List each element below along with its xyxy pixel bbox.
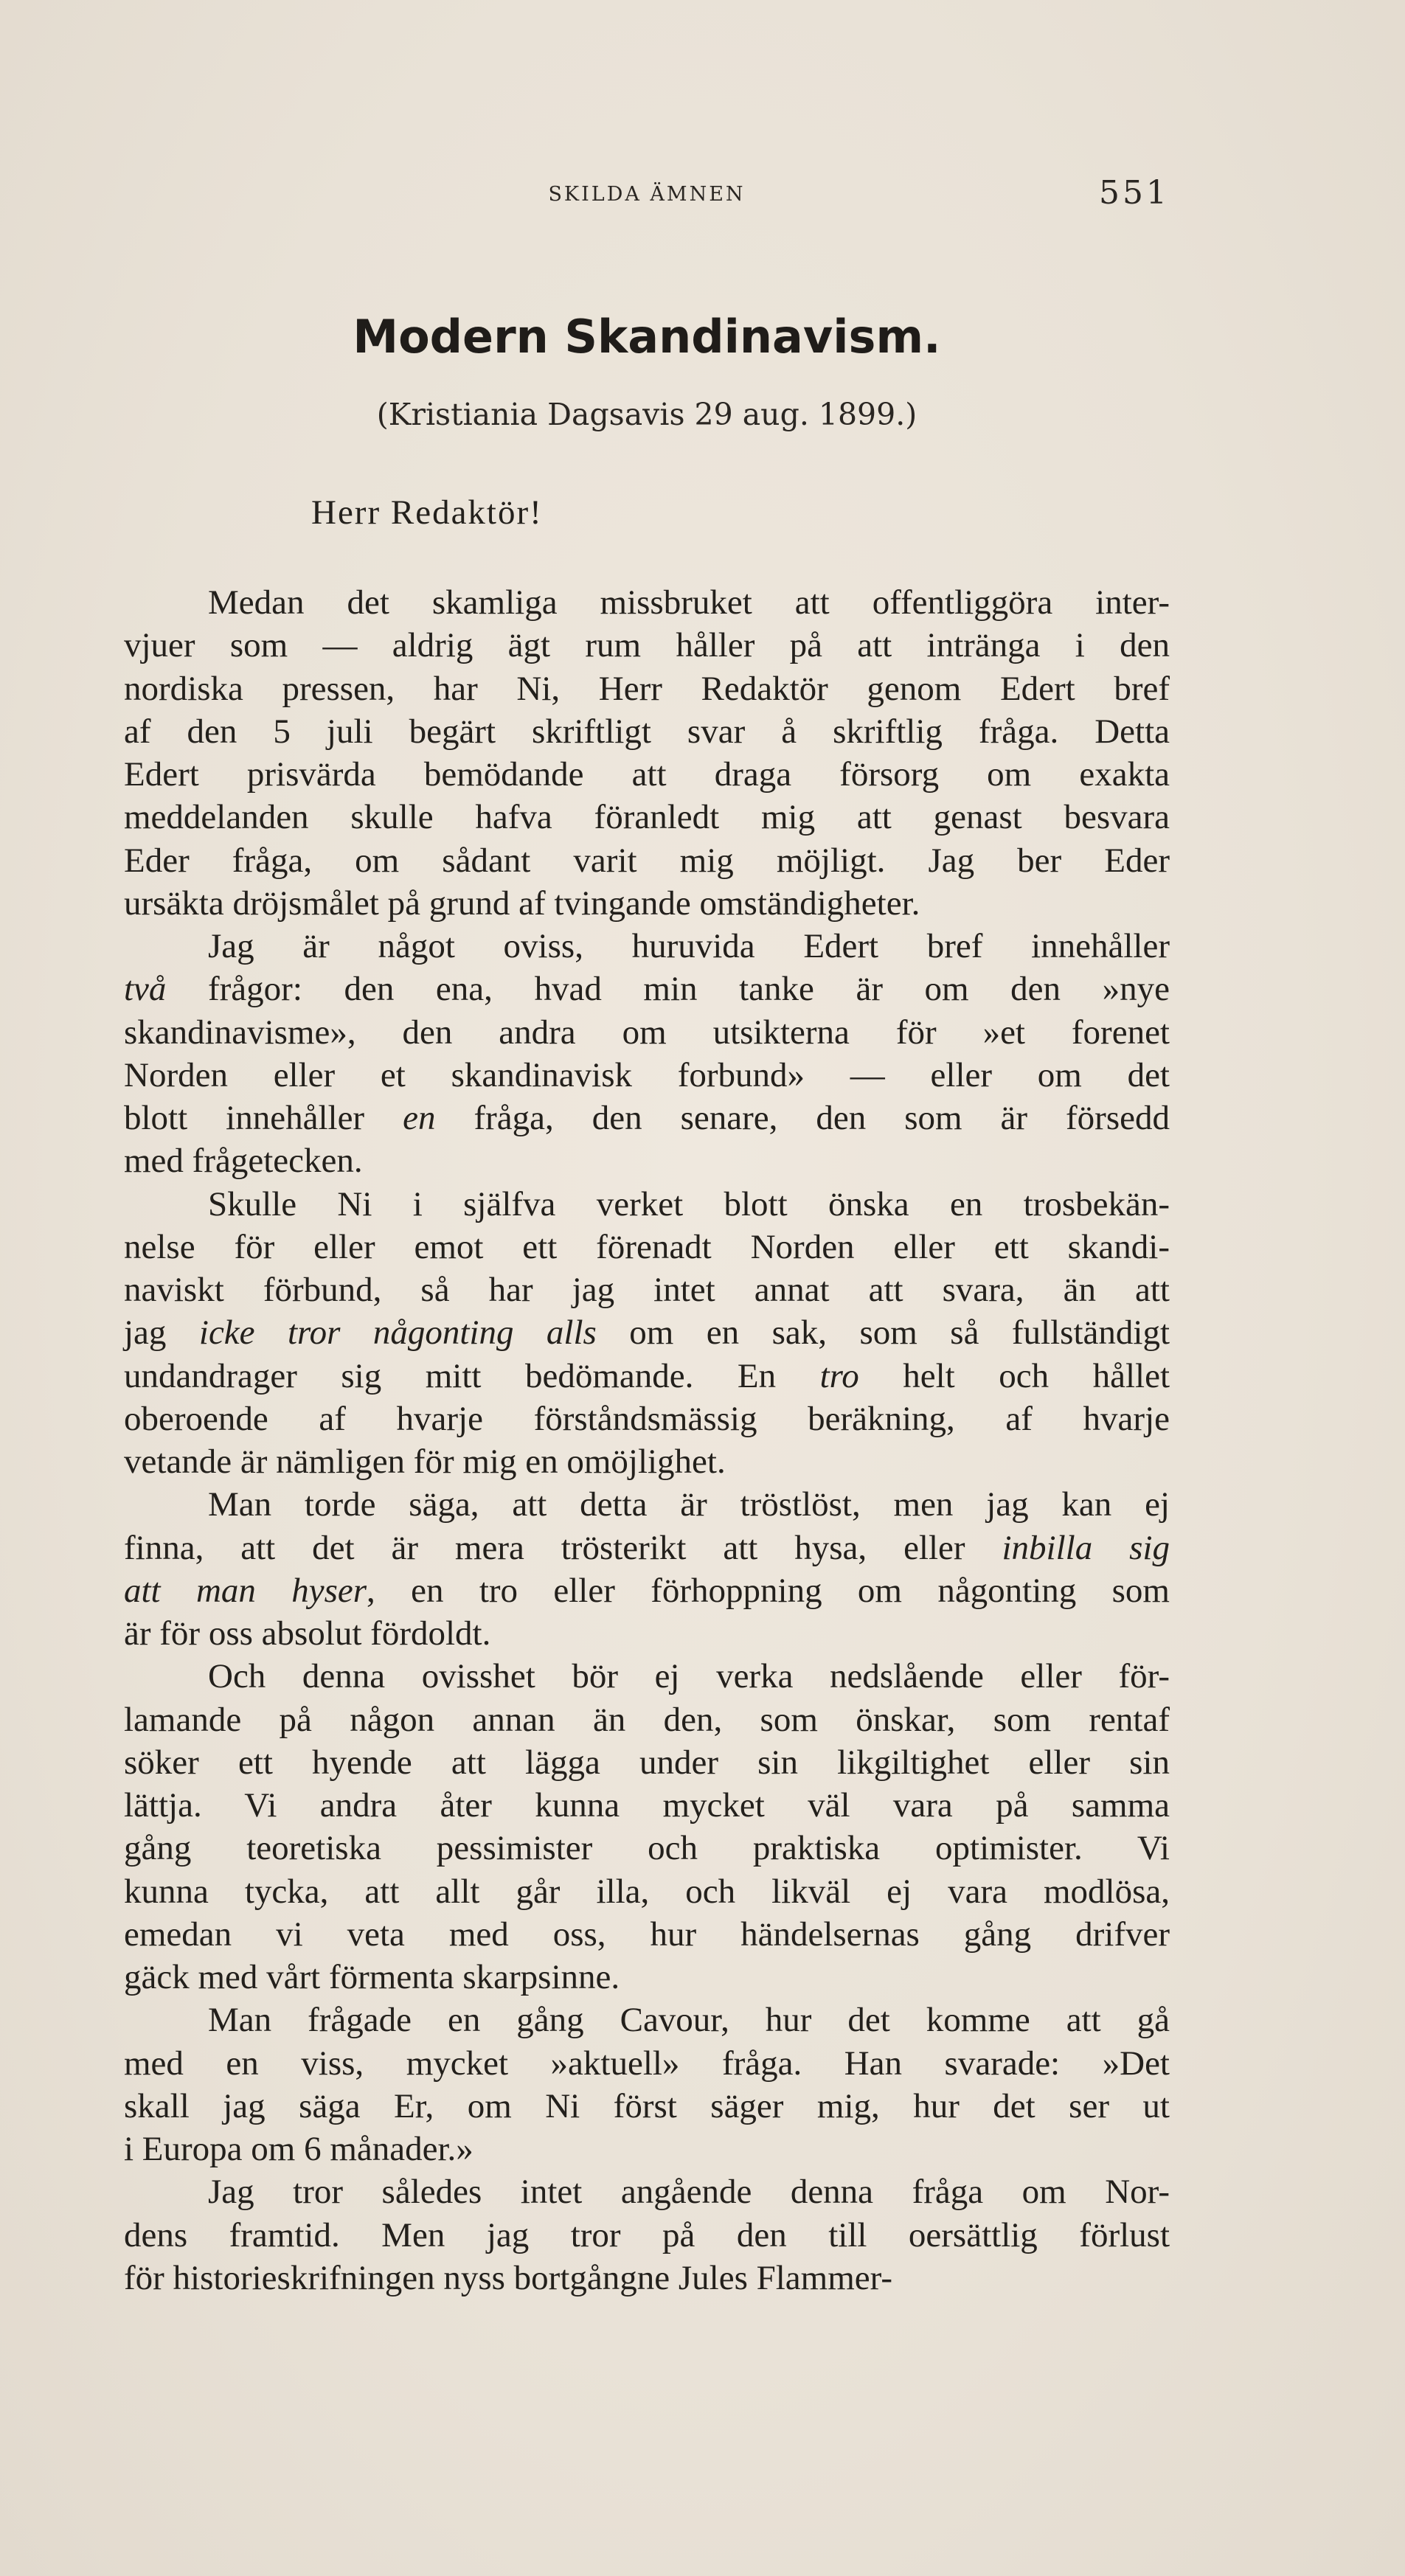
text-segment: nelse för eller emot ett förenadt Norden eller ett skandi- [124,1227,1170,1266]
text-segment: med frågetecken. [124,1142,363,1181]
text-line [124,1011,1170,1054]
italic-text: en [403,1099,436,1137]
text-line [124,624,1170,667]
text-line [124,667,1170,710]
text-segment: , en tro eller förhoppning om någonting som [367,1571,1170,1610]
text-line [124,1398,1170,1440]
text-line [124,2042,1170,2085]
text-segment: ursäkta dröjsmålet på grund af tvingande omständigheter. [124,883,920,923]
text-line [124,1311,1170,1354]
text-line [124,1268,1170,1311]
source-line: (Kristiania Dagsavis 29 aug. 1899.) [376,397,917,432]
text-line [124,1527,1170,1569]
text-segment: Jag är något oviss, huruvida Edert bref innehåller [208,927,1170,965]
letter-body [124,581,1170,2299]
text-segment: om en sak, som så fullständigt [596,1313,1170,1353]
text-segment: gäck med vårt förmenta skarpsinne. [124,1958,620,1996]
text-line [124,710,1170,753]
text-line [124,1999,1170,2041]
text-line [124,2257,1170,2299]
text-segment: lättja. Vi andra åter kunna mycket väl vara på samma [124,1786,1170,1825]
text-segment: gång teoretiska pessimister och praktiska optimister. Vi [124,1829,1170,1868]
text-line [124,1139,1170,1182]
italic-text: att man hyser [124,1571,367,1610]
text-line [124,1784,1170,1827]
italic-text: två [124,970,167,1009]
text-segment: Man frågade en gång Cavour, hur det komme att gå [208,2001,1170,2040]
text-segment: blott innehåller [124,1099,403,1137]
text-segment: frågor: den ena, hvad min tanke är om den »nye [166,970,1170,1009]
text-segment: söker ett hyende att lägga under sin likgiltighet eller sin [124,1743,1170,1782]
text-line [124,1741,1170,1784]
text-segment: med en viss, mycket »aktuell» fråga. Han svarade: »Det [124,2044,1170,2083]
running-head [124,174,1170,211]
text-segment: Man torde säga, att detta är tröstlöst, men jag kan ej [208,1485,1170,1524]
text-line [124,1870,1170,1913]
text-line [124,2128,1170,2170]
italic-text: inbilla sig [1002,1528,1170,1567]
text-line [124,1612,1170,1655]
text-segment: Edert prisvärda bemödande att draga försorg om exakta [124,755,1170,794]
page-number: 551 [1099,174,1170,212]
text-line [124,925,1170,968]
text-segment: naviskt förbund, så har jag intet annat att svara, än att [124,1271,1170,1309]
text-segment: af den 5 juli begärt skriftligt svar å skriftlig fråga. Detta [124,712,1170,751]
text-line [124,839,1170,882]
text-line [124,1054,1170,1097]
text-segment: lamande på någon annan än den, som önskar, som rentaf [124,1700,1170,1739]
text-segment: kunna tycka, att allt går illa, och likväl ej vara modlösa, [124,1872,1170,1911]
text-line [124,968,1170,1010]
text-segment: Och denna ovisshet bör ej verka nedslående eller för- [208,1657,1170,1696]
text-line [124,1183,1170,1226]
text-line [124,1956,1170,1999]
text-line [124,882,1170,925]
text-line [124,1698,1170,1741]
text-segment: oberoende af hvarje förståndsmässig beräkning, af hvarje [124,1399,1170,1438]
text-segment: emedan vi veta med oss, hur händelsernas gång drifver [124,1914,1170,1954]
text-segment: vetande är nämligen för mig en omöjlighet. [124,1443,726,1481]
text-segment: skandinavisme», den andra om utsikterna för »et forenet [124,1013,1170,1052]
text-line [124,1355,1170,1398]
italic-text: icke tror någonting alls [198,1313,597,1353]
text-segment: fråga, den senare, den som är försedd [435,1099,1170,1137]
text-segment: helt och hållet [858,1356,1170,1395]
text-segment: skall jag säga Er, om Ni först säger mig, hur det ser ut [124,2086,1170,2125]
text-line [124,1483,1170,1526]
italic-text: tro [819,1356,859,1395]
text-line [124,2214,1170,2257]
text-segment: Norden eller et skandinavisk forbund» — eller om det [124,1055,1170,1094]
text-line [124,1913,1170,1956]
text-segment: undandrager sig mitt bedömande. En [124,1356,820,1395]
text-segment: är för oss absolut fördoldt. [124,1614,491,1653]
text-line [124,1226,1170,1268]
text-segment: Jag tror således intet angående denna fråga om Nor- [208,2173,1170,2212]
text-line [124,2085,1170,2128]
article-title: Modern Skandinavism. [353,310,941,364]
text-line [124,1827,1170,1869]
text-segment: nordiska pressen, har Ni, Herr Redaktör genom Edert bref [124,669,1170,708]
text-segment: jag [124,1313,199,1353]
text-line [124,1655,1170,1698]
text-line [124,1440,1170,1483]
text-segment: för historieskrifningen nyss bortgångne Jules Flammer- [124,2258,893,2297]
text-line [124,2170,1170,2213]
text-segment: meddelanden skulle hafva föranledt mig att genast besvara [124,798,1170,837]
text-line [124,1569,1170,1612]
text-segment: finna, att det är mera trösterikt att hysa, eller [124,1528,1002,1567]
text-segment: Medan det skamliga missbruket att offentliggöra inter- [208,583,1170,622]
text-segment: Skulle Ni i själfva verket blott önska en trosbekän- [208,1184,1170,1223]
text-segment: Eder fråga, om sådant varit mig möjligt. Jag ber Eder [124,841,1170,880]
text-line [124,796,1170,839]
text-segment: vjuer som — aldrig ägt rum håller på att intränga i den [124,626,1170,665]
text-line [124,1097,1170,1139]
running-title: SKILDA ÄMNEN [548,183,746,206]
text-line [124,753,1170,796]
text-line [124,581,1170,624]
text-segment: i Europa om 6 månader.» [124,2130,473,2168]
text-segment: dens framtid. Men jag tror på den till oersättlig förlust [124,2215,1170,2254]
salutation: Herr Redaktör! [311,493,543,532]
